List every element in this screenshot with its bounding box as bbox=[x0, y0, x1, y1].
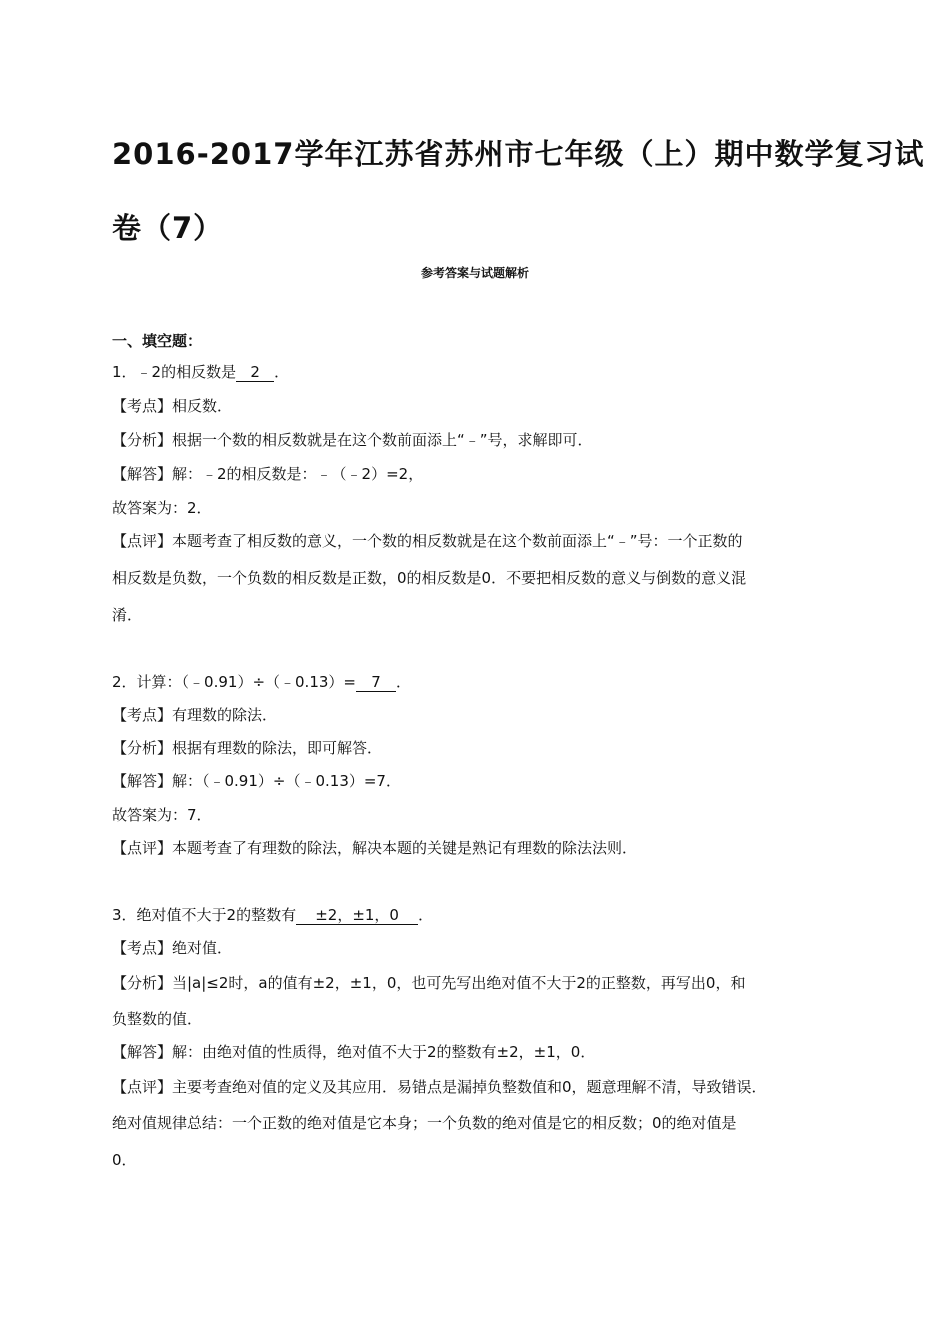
document-title-line-2: 卷（7） bbox=[112, 211, 224, 245]
question-3-dianping-line-1: 【点评】主要考查绝对值的定义及其应用．易错点是漏掉负整数值和0，题意理解不清，导致错误． bbox=[112, 1078, 767, 1096]
question-2-kaodian: 【考点】有理数的除法． bbox=[112, 706, 278, 724]
question-2-stem bbox=[112, 672, 411, 692]
question-1-stem-text: 1．﹣2的相反数是 bbox=[112, 363, 237, 381]
question-3-kaodian: 【考点】绝对值． bbox=[112, 939, 233, 957]
question-2-stem-text: 2．计算：（﹣0.91）÷（﹣0.13）= bbox=[112, 673, 356, 691]
question-3-dianping-line-2: 绝对值规律总结：一个正数的绝对值是它本身；一个负数的绝对值是它的相反数；0的绝对值是 bbox=[112, 1114, 737, 1132]
document-subtitle: 参考答案与试题解析 bbox=[420, 266, 529, 280]
question-2-stem-end: ． bbox=[395, 673, 411, 691]
question-3-fenxi-line-2: 负整数的值． bbox=[112, 1010, 203, 1028]
question-3-stem-text: 3．绝对值不大于2的整数有 bbox=[112, 906, 297, 924]
section-heading: 一、填空题： bbox=[112, 332, 203, 350]
question-2-answer: 7 bbox=[356, 674, 396, 692]
question-1-answer-statement: 故答案为：2． bbox=[112, 499, 212, 517]
question-3-answer: ±2，±1，0 bbox=[296, 907, 418, 925]
question-1-stem bbox=[112, 362, 289, 382]
question-2-fenxi: 【分析】根据有理数的除法，即可解答． bbox=[112, 739, 383, 757]
question-1-jieda: 【解答】解：﹣2的相反数是：﹣（﹣2）=2， bbox=[112, 465, 424, 483]
question-3-stem-end: ． bbox=[418, 906, 434, 924]
question-1-stem-end: ． bbox=[274, 363, 290, 381]
question-1-dianping-line-3: 淆． bbox=[112, 606, 143, 624]
question-3-jieda: 【解答】解：由绝对值的性质得，绝对值不大于2的整数有±2，±1，0． bbox=[112, 1043, 596, 1061]
question-1-fenxi: 【分析】根据一个数的相反数就是在这个数前面添上“﹣”号，求解即可． bbox=[112, 431, 593, 449]
question-2-dianping-line-1: 【点评】本题考查了有理数的除法，解决本题的关键是熟记有理数的除法法则． bbox=[112, 839, 638, 857]
question-2-answer-statement: 故答案为：7． bbox=[112, 806, 212, 824]
question-2-jieda: 【解答】解：（﹣0.91）÷（﹣0.13）=7． bbox=[112, 772, 401, 790]
document-title-line-1: 2016-2017学年江苏省苏州市七年级（上）期中数学复习试 bbox=[112, 137, 925, 171]
question-3-fenxi-line-1: 【分析】当|a|≤2时，a的值有±2，±1，0，也可先写出绝对值不大于2的正整数，再写出0，和 bbox=[112, 974, 746, 992]
question-1-answer: 2 bbox=[236, 364, 274, 382]
question-1-dianping-line-2: 相反数是负数，一个负数的相反数是正数，0的相反数是0．不要把相反数的意义与倒数的意义混 bbox=[112, 569, 747, 587]
question-1-kaodian: 【考点】相反数． bbox=[112, 397, 233, 415]
question-1-dianping-line-1: 【点评】本题考查了相反数的意义，一个数的相反数就是在这个数前面添上“﹣”号：一个正数的 bbox=[112, 532, 743, 550]
question-3-dianping-line-3: 0． bbox=[112, 1151, 137, 1169]
question-3-stem bbox=[112, 905, 433, 925]
